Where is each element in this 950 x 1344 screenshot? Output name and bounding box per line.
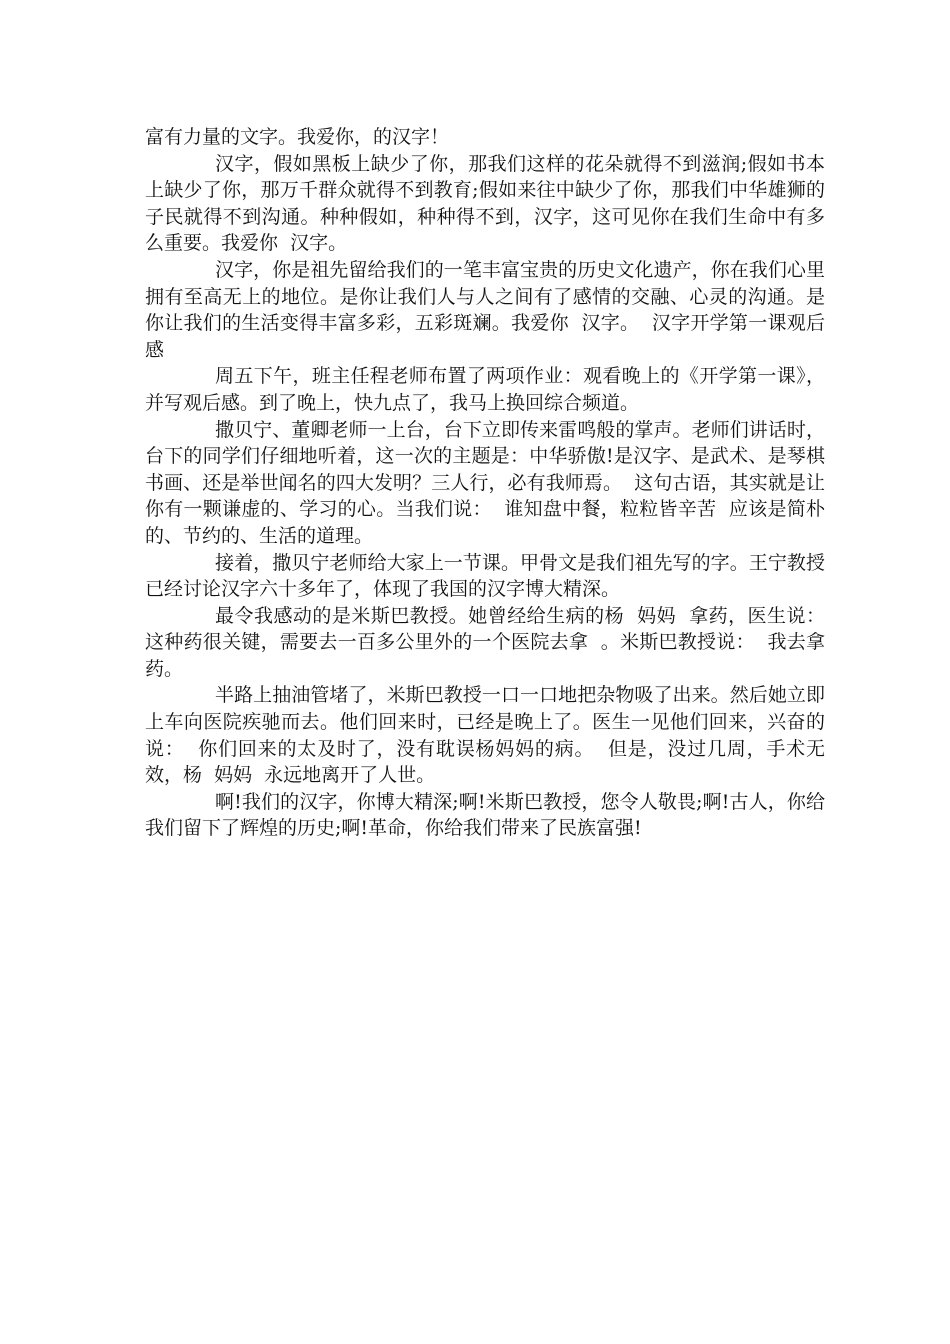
document-body — [145, 124, 838, 842]
paragraph-5: 撒贝宁、董卿老师一上台，台下立即传来雷鸣般的掌声。老师们讲话时，台下的同学们仔细地听着，这一次的主题是：中华骄傲!是汉字、是武术、是琴棋书画、还是举世闻名的四大发明？三人行，必有我师焉。 这句古语，其实就是让你有一颗谦虚的、学习的心。当我们说： 谁知盘中餐，粒粒皆辛苦 应该是简朴的、节约的、生活的道理。 — [145, 418, 825, 547]
paragraph-1: 富有力量的文字。我爱你，的汉字！ — [145, 126, 450, 148]
paragraph-8: 半路上抽油管堵了，米斯巴教授一口一口地把杂物吸了出来。然后她立即上车向医院疾驰而去。他们回来时，已经是晚上了。医生一见他们回来，兴奋的说： 你们回来的太及时了，没有耽误杨妈妈的病。 但是，没过几周，手术无效，杨 妈妈 永远地离开了人世。 — [145, 684, 825, 787]
paragraph-3: 汉字，你是祖先留给我们的一笔丰富宝贵的历史文化遗产，你在我们心里拥有至高无上的地位。是你让我们人与人之间有了感情的交融、心灵的沟通。是你让我们的生活变得丰富多彩，五彩斑斓。我爱你 汉字。 汉字开学第一课观后感 — [145, 258, 825, 361]
paragraph-9: 啊!我们的汉字，你博大精深;啊!米斯巴教授，您令人敬畏;啊!古人，你给我们留下了辉煌的历史;啊!革命，你给我们带来了民族富强! — [145, 790, 825, 840]
paragraph-2: 汉字，假如黑板上缺少了你，那我们这样的花朵就得不到滋润;假如书本上缺少了你，那万千群众就得不到教育;假如来往中缺少了你，那我们中华雄狮的子民就得不到沟通。种种假如，种种得不到，汉字，这可见你在我们生命中有多么重要。我爱你 汉字。 — [145, 152, 825, 255]
paragraph-7: 最令我感动的是米斯巴教授。她曾经给生病的杨 妈妈 拿药，医生说： 这种药很关键，需要去一百多公里外的一个医院去拿 。米斯巴教授说： 我去拿药。 — [145, 604, 838, 680]
paragraph-4: 周五下午，班主任程老师布置了两项作业：观看晚上的《开学第一课》，并写观后感。到了晚上，快九点了，我马上换回综合频道。 — [145, 365, 825, 414]
paragraph-6: 接着，撒贝宁老师给大家上一节课。甲骨文是我们祖先写的字。王宁教授已经讨论汉字六十多年了，体现了我国的汉字博大精深。 — [145, 551, 825, 601]
